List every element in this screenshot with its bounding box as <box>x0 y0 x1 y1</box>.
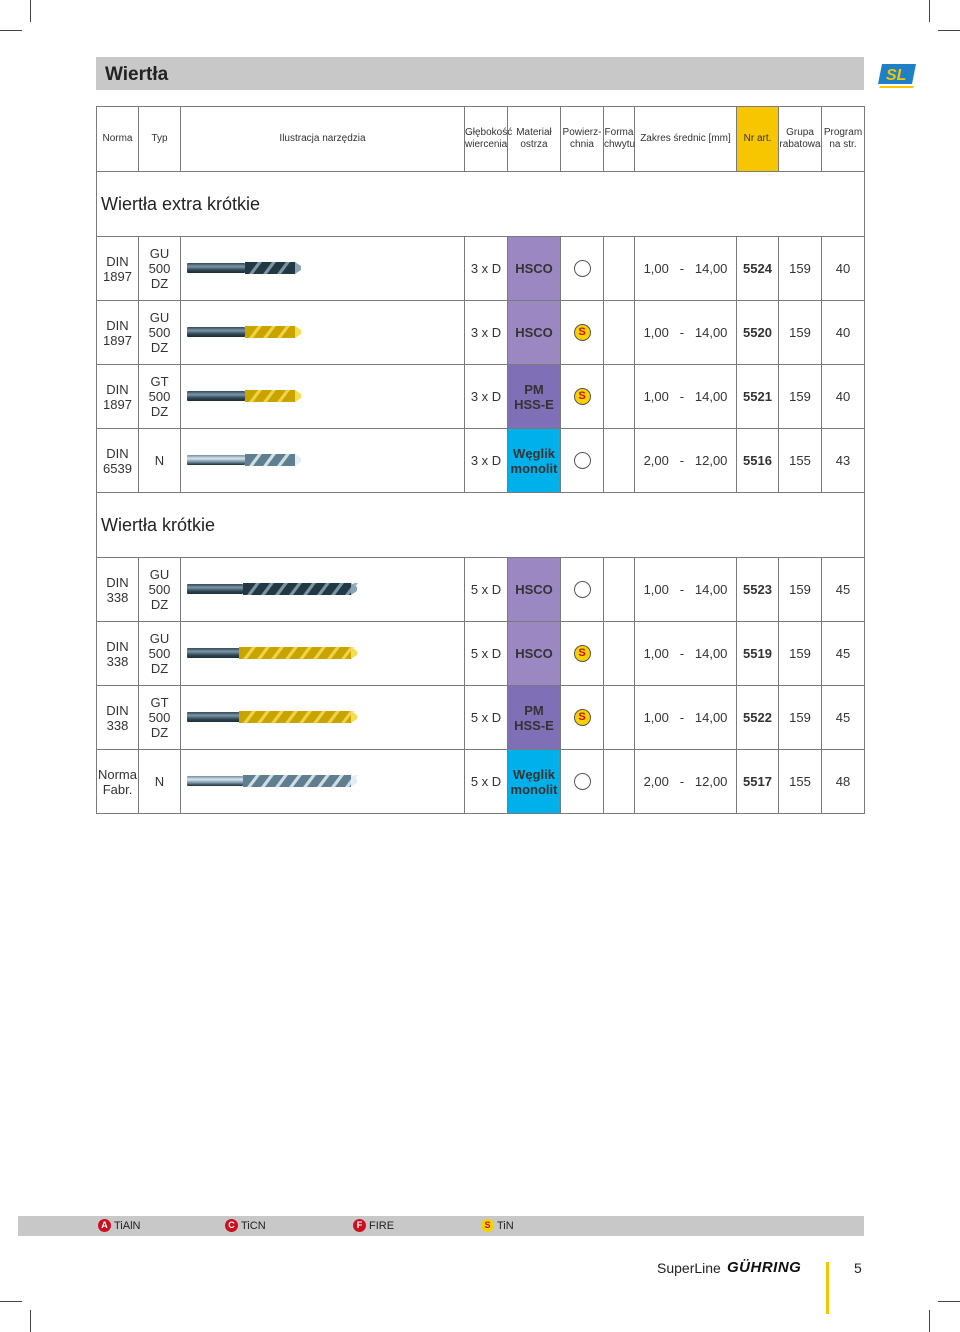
header-forma: Forma chwytu <box>604 107 635 172</box>
cell-depth: 5 x D <box>465 686 508 750</box>
cell-material: HSCO <box>508 237 561 301</box>
cell-typ: GT 500 DZ <box>139 686 181 750</box>
cell-norma: DIN 1897 <box>97 365 139 429</box>
cell-shank <box>604 558 635 622</box>
empty-circle-icon <box>574 581 591 598</box>
legend-item <box>481 1219 514 1232</box>
header-material: Materiał ostrza <box>508 107 561 172</box>
cell-coating <box>561 301 604 365</box>
empty-circle-icon <box>574 773 591 790</box>
cell-tool-illustration <box>181 429 465 493</box>
cell-grupa: 159 <box>779 686 822 750</box>
cell-material: PM HSS-E <box>508 365 561 429</box>
cell-range: 1,00 - 14,00 <box>635 301 737 365</box>
cell-tool-illustration <box>181 237 465 301</box>
legend-label: FIRE <box>369 1219 395 1232</box>
crop-mark <box>929 0 930 22</box>
cell-shank <box>604 750 635 814</box>
sl-logo-icon <box>876 60 918 88</box>
coating-legend <box>18 1216 864 1236</box>
cell-tool-illustration <box>181 622 465 686</box>
cell-coating <box>561 429 604 493</box>
cell-shank <box>604 237 635 301</box>
coating-badge-icon: F <box>353 1219 366 1232</box>
empty-circle-icon <box>574 452 591 469</box>
cell-program: 40 <box>822 365 865 429</box>
tin-coating-icon: S <box>574 324 591 341</box>
cell-shank <box>604 365 635 429</box>
cell-coating <box>561 622 604 686</box>
header-powierzchnia: Powierz- chnia <box>561 107 604 172</box>
cell-nr-art: 5524 <box>737 237 779 301</box>
tin-coating-icon: S <box>574 388 591 405</box>
empty-circle-icon <box>574 260 591 277</box>
svg-text:SL: SL <box>886 67 907 84</box>
product-row <box>97 750 865 814</box>
page-title-bar <box>96 57 864 90</box>
cell-depth: 3 x D <box>465 429 508 493</box>
cell-depth: 5 x D <box>465 558 508 622</box>
guehring-logo: GÜHRING <box>727 1259 802 1276</box>
header-grupa: Grupa rabatowa <box>779 107 822 172</box>
product-row <box>97 622 865 686</box>
cell-range: 2,00 - 12,00 <box>635 429 737 493</box>
cell-nr-art: 5522 <box>737 686 779 750</box>
cell-typ: GU 500 DZ <box>139 237 181 301</box>
cell-coating <box>561 686 604 750</box>
cell-coating <box>561 237 604 301</box>
cell-nr-art: 5523 <box>737 558 779 622</box>
cell-shank <box>604 301 635 365</box>
cell-grupa: 159 <box>779 558 822 622</box>
cell-material: Węglik monolit <box>508 429 561 493</box>
product-row <box>97 429 865 493</box>
cell-depth: 3 x D <box>465 237 508 301</box>
legend-item <box>98 1219 140 1232</box>
cell-nr-art: 5516 <box>737 429 779 493</box>
cell-material: HSCO <box>508 301 561 365</box>
legend-item <box>225 1219 266 1232</box>
cell-material: HSCO <box>508 558 561 622</box>
cell-material: Węglik monolit <box>508 750 561 814</box>
cell-material: PM HSS-E <box>508 686 561 750</box>
cell-shank <box>604 622 635 686</box>
product-row <box>97 558 865 622</box>
cell-nr-art: 5519 <box>737 622 779 686</box>
cell-depth: 5 x D <box>465 622 508 686</box>
header-norma: Norma <box>97 107 139 172</box>
cell-program: 45 <box>822 622 865 686</box>
coating-badge-icon: S <box>481 1219 494 1232</box>
cell-range: 1,00 - 14,00 <box>635 237 737 301</box>
cell-norma: DIN 338 <box>97 622 139 686</box>
cell-depth: 3 x D <box>465 365 508 429</box>
tin-coating-icon: S <box>574 645 591 662</box>
header-zakres: Zakres średnic [mm] <box>635 107 737 172</box>
cell-nr-art: 5517 <box>737 750 779 814</box>
section-header <box>97 493 865 558</box>
cell-material: HSCO <box>508 622 561 686</box>
crop-mark <box>0 30 22 31</box>
product-row <box>97 686 865 750</box>
cell-program: 48 <box>822 750 865 814</box>
cell-program: 40 <box>822 237 865 301</box>
section-title: Wiertła extra krótkie <box>101 193 261 214</box>
cell-range: 2,00 - 12,00 <box>635 750 737 814</box>
cell-range: 1,00 - 14,00 <box>635 686 737 750</box>
cell-norma: DIN 6539 <box>97 429 139 493</box>
crop-mark <box>30 1310 31 1332</box>
header-program: Program na str. <box>822 107 865 172</box>
cell-typ: N <box>139 429 181 493</box>
cell-norma: Norma Fabr. <box>97 750 139 814</box>
drill-table <box>96 106 865 814</box>
cell-tool-illustration <box>181 686 465 750</box>
crop-mark <box>938 30 960 31</box>
cell-range: 1,00 - 14,00 <box>635 558 737 622</box>
cell-norma: DIN 1897 <box>97 301 139 365</box>
cell-coating <box>561 558 604 622</box>
cell-tool-illustration <box>181 365 465 429</box>
header-glebokosc: Głębokość wiercenia <box>465 107 508 172</box>
cell-norma: DIN 1897 <box>97 237 139 301</box>
cell-tool-illustration <box>181 301 465 365</box>
cell-grupa: 155 <box>779 429 822 493</box>
cell-grupa: 159 <box>779 301 822 365</box>
tin-coating-icon: S <box>574 709 591 726</box>
product-row <box>97 365 865 429</box>
legend-label: TiN <box>497 1219 514 1232</box>
crop-mark <box>30 0 31 22</box>
cell-typ: GT 500 DZ <box>139 365 181 429</box>
legend-item <box>353 1219 394 1232</box>
cell-grupa: 159 <box>779 365 822 429</box>
section-header <box>97 172 865 237</box>
cell-program: 45 <box>822 686 865 750</box>
legend-label: TiAlN <box>114 1219 141 1232</box>
product-row <box>97 301 865 365</box>
cell-program: 40 <box>822 301 865 365</box>
section-title: Wiertła krótkie <box>101 514 216 535</box>
cell-norma: DIN 338 <box>97 686 139 750</box>
cell-program: 45 <box>822 558 865 622</box>
cell-coating <box>561 365 604 429</box>
cell-tool-illustration <box>181 558 465 622</box>
page-title: Wiertła <box>105 64 169 85</box>
header-typ: Typ <box>139 107 181 172</box>
crop-mark <box>929 1310 930 1332</box>
cell-depth: 5 x D <box>465 750 508 814</box>
product-row <box>97 237 865 301</box>
crop-mark <box>938 1301 960 1302</box>
cell-range: 1,00 - 14,00 <box>635 365 737 429</box>
cell-typ: N <box>139 750 181 814</box>
cell-depth: 3 x D <box>465 301 508 365</box>
cell-grupa: 159 <box>779 622 822 686</box>
cell-grupa: 159 <box>779 237 822 301</box>
header-nr-art: Nr art. <box>737 107 779 172</box>
cell-shank <box>604 429 635 493</box>
legend-label: TiCN <box>241 1219 266 1232</box>
page-number: 5 <box>854 1260 862 1276</box>
cell-typ: GU 500 DZ <box>139 622 181 686</box>
cell-coating <box>561 750 604 814</box>
table-header-row <box>97 107 865 172</box>
cell-grupa: 155 <box>779 750 822 814</box>
cell-typ: GU 500 DZ <box>139 301 181 365</box>
cell-shank <box>604 686 635 750</box>
section-header-row <box>97 493 865 558</box>
coating-badge-icon: A <box>98 1219 111 1232</box>
cell-range: 1,00 - 14,00 <box>635 622 737 686</box>
coating-badge-icon: C <box>225 1219 238 1232</box>
cell-tool-illustration <box>181 750 465 814</box>
cell-program: 43 <box>822 429 865 493</box>
crop-mark <box>0 1301 22 1302</box>
header-ilustracja: Ilustracja narzędzia <box>181 107 465 172</box>
footer-divider <box>826 1262 829 1314</box>
cell-nr-art: 5521 <box>737 365 779 429</box>
section-header-row <box>97 172 865 237</box>
cell-norma: DIN 338 <box>97 558 139 622</box>
cell-nr-art: 5520 <box>737 301 779 365</box>
cell-typ: GU 500 DZ <box>139 558 181 622</box>
footer-brand: SuperLine <box>657 1260 721 1276</box>
